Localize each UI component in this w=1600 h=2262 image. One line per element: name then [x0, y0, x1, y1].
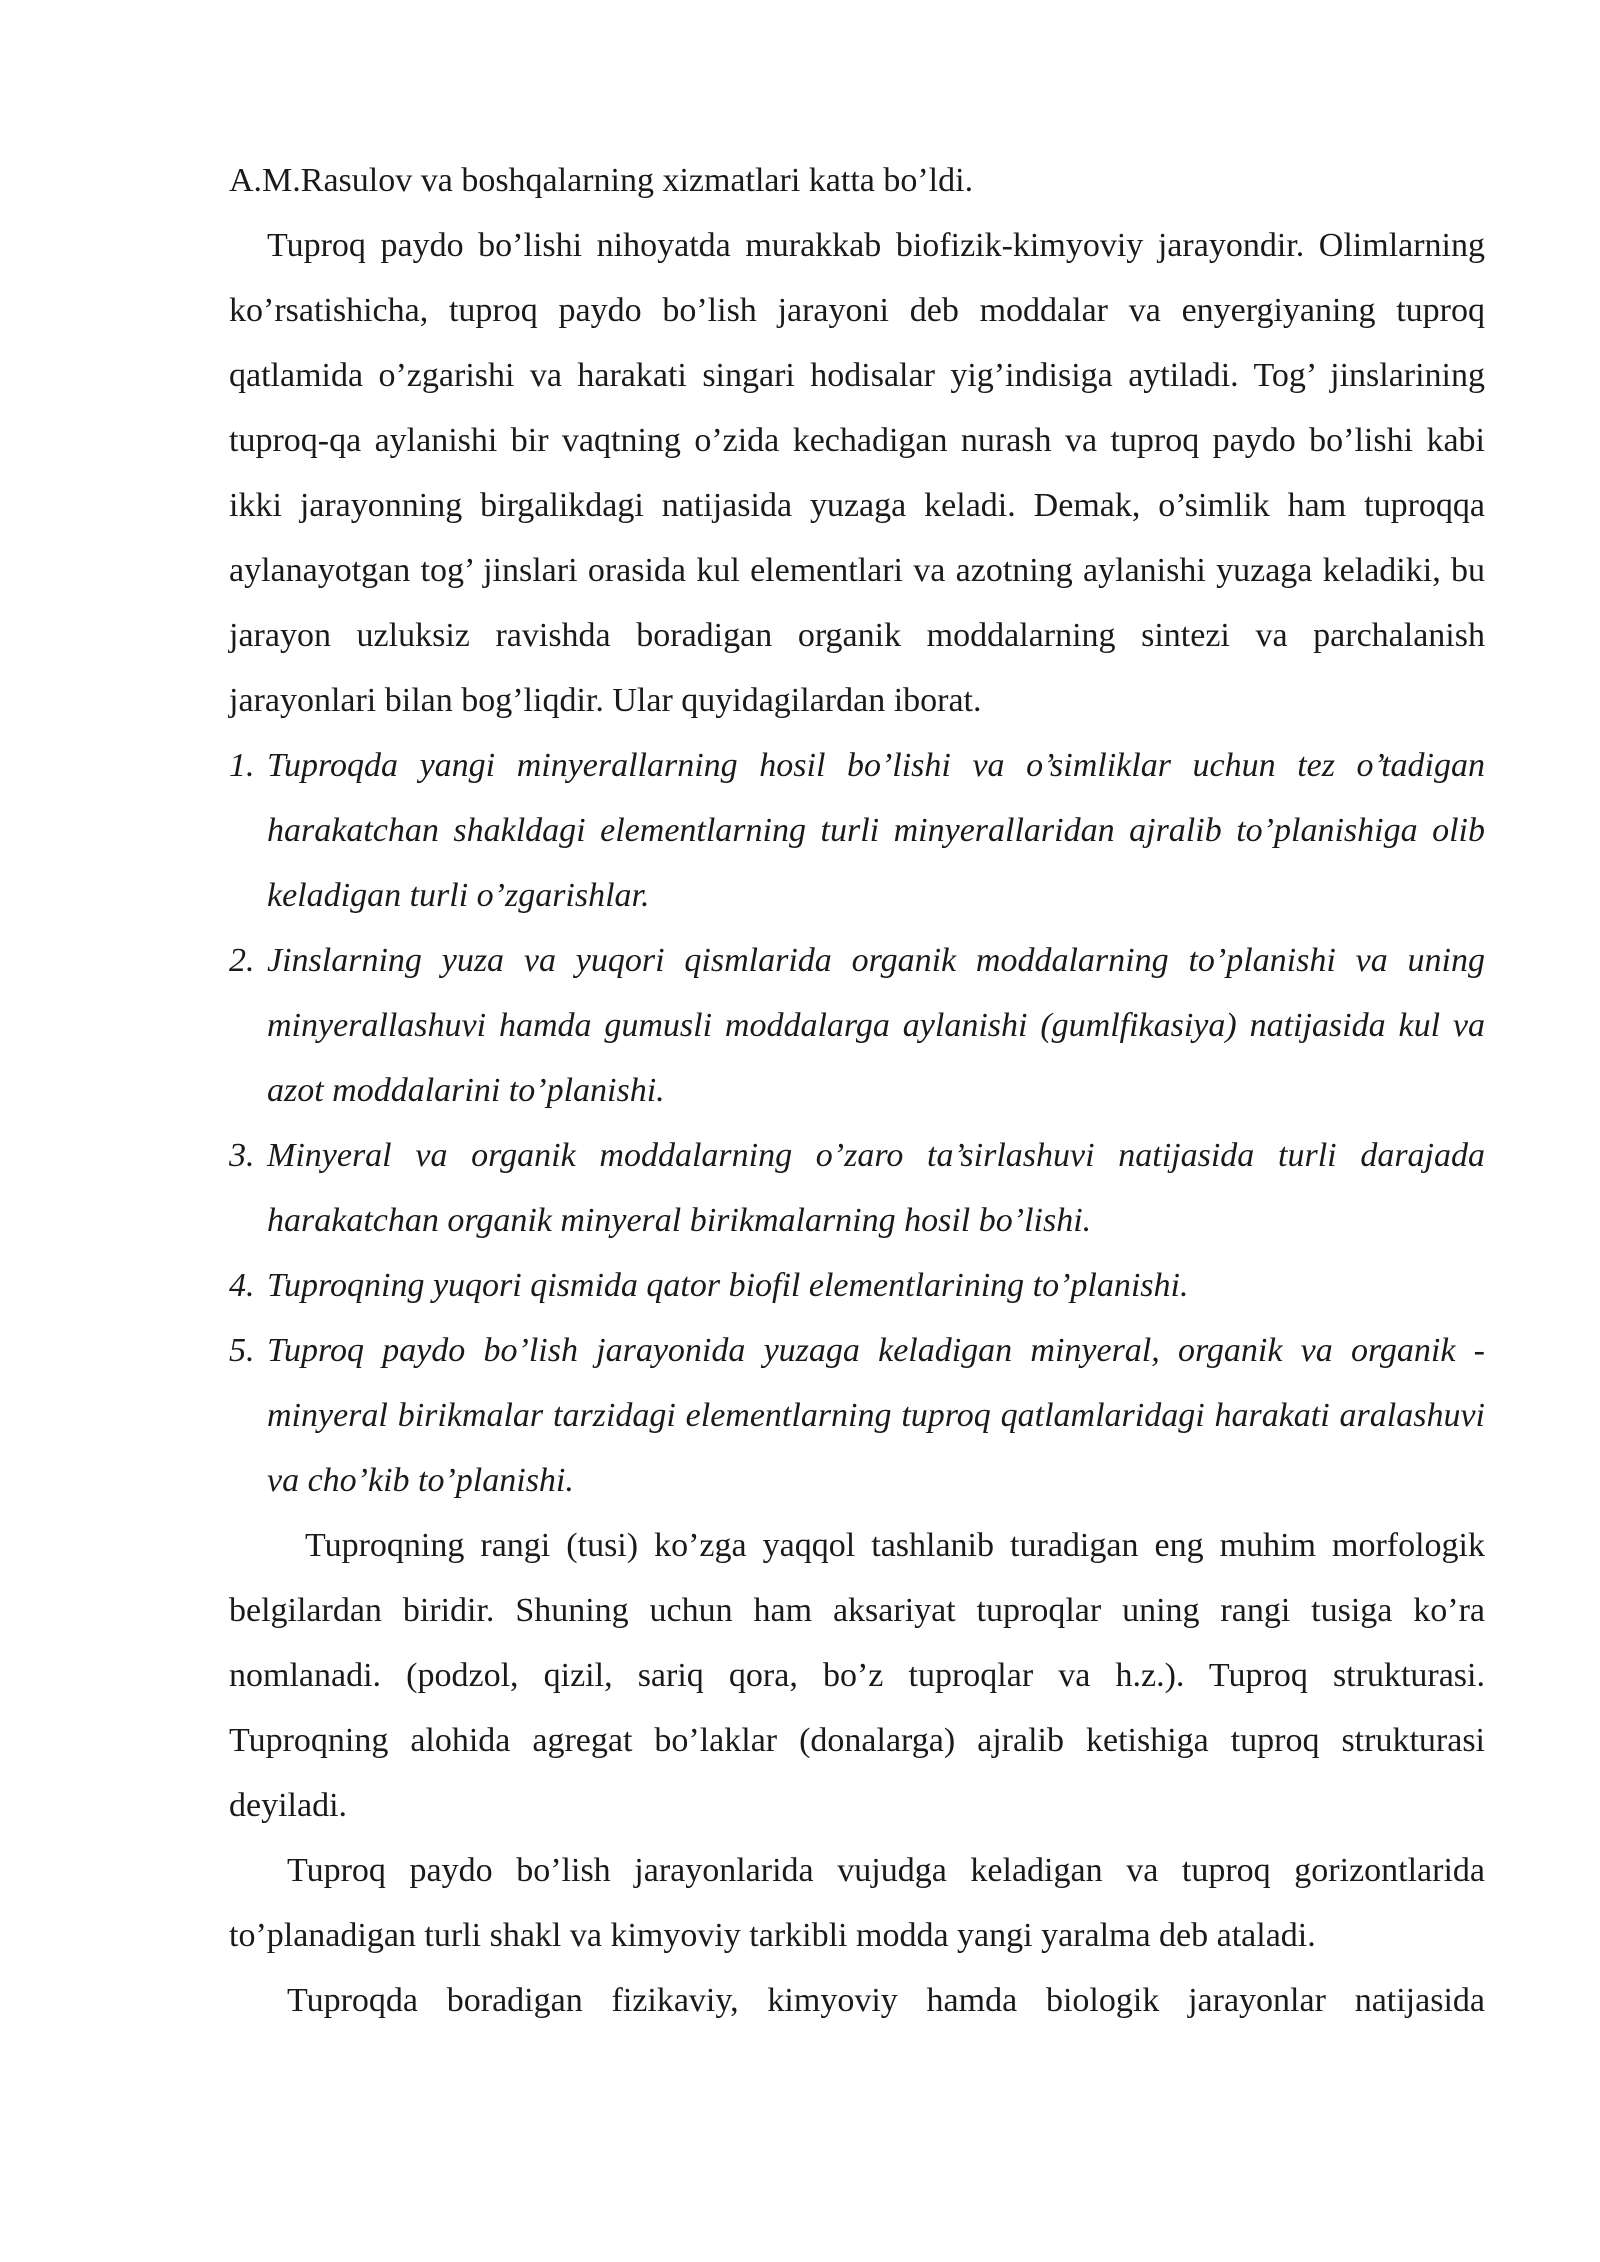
list-item-number: 4.: [229, 1267, 255, 1304]
opening-line: A.M.Rasulov va boshqalarning xizmatlari katta bo’ldi.: [229, 162, 974, 199]
list-item-number: 2.: [229, 942, 255, 979]
list-item-text: Tuproq paydo bo’lish jarayonida yuzaga keladigan minyeral, organik va organik - minyeral birikmalar tarzidagi elementlarning tuproq qatlamlaridagi harakati aralashuvi va cho’kib to’planishi.: [267, 1332, 1485, 1499]
list-item-text: Tuproqning yuqori qismida qator biofil elementlarining to’planishi.: [267, 1267, 1189, 1304]
list-item-text: Tuproqda yangi minyerallarning hosil bo’lishi va o’simliklar uchun tez o’tadigan harakatchan shakldagi elementlarning turli minyerallaridan ajralib to’planishiga olib keladigan turli o’zgarishlar.: [267, 747, 1485, 914]
list-item-text: Minyeral va organik moddalarning o’zaro ta’sirlashuvi natijasida turli darajada harakatchan organik minyeral birikmalarning hosil bo’lishi.: [267, 1137, 1485, 1239]
document-page: [229, 148, 1485, 2033]
paragraph-processes: Tuproqda boradigan fizikaviy, kimyoviy hamda biologik jarayonlar natijasida: [287, 1982, 1485, 2019]
list-item-text: Jinslarning yuza va yuqori qismlarida organik moddalarning to’planishi va uning minyerallashuvi hamda gumusli moddalarga aylanishi (gumlfikasiya) natijasida kul va azot moddalarini to’planishi.: [267, 942, 1485, 1109]
list-item-number: 5.: [229, 1332, 255, 1369]
paragraph-soil-color: Tuproqning rangi (tusi) ko’zga yaqqol tashlanib turadigan eng muhim morfologik belgilardan biridir. Shuning uchun ham aksariyat tuproqlar uning rangi tusiga ko’ra nomlanadi. (podzol, qizil, sariq qora, bo’z tuproqlar va h.z.). Tuproq strukturasi. Tuproqning alohida agregat bo’laklar (donalarga) ajralib ketishiga tuproq strukturasi deyiladi.: [229, 1527, 1485, 1824]
paragraph-soil-formation: Tuproq paydo bo’lishi nihoyatda murakkab biofizik-kimyoviy jarayondir. Olimlarning ko’rsatishicha, tuproq paydo bo’lish jarayoni deb moddalar va enyergiyaning tuproq qatlamida o’zgarishi va harakati singari hodisalar yig’indisiga aytiladi. Tog’ jinslarining tuproq-qa aylanishi bir vaqtning o’zida kechadigan nurash va tuproq paydo bo’lishi kabi ikki jarayonning birgalikdagi natijasida yuzaga keladi. Demak, o’simlik ham tuproqqa aylanayotgan tog’ jinslari orasida kul elementlari va azotning aylanishi yuzaga keladiki, bu jarayon uzluksiz ravishda boradigan organik moddalarning sintezi va parchalanish jarayonlari bilan bog’liqdir. Ular quyidagilardan iborat.: [229, 227, 1485, 719]
list-item: [229, 1253, 1485, 1318]
paragraph-new-formations: Tuproq paydo bo’lish jarayonlarida vujudga keladigan va tuproq gorizontlarida to’planadigan turli shakl va kimyoviy tarkibli modda yangi yaralma deb ataladi.: [229, 1852, 1485, 1954]
list-item: [229, 733, 1485, 928]
numbered-list: [229, 733, 1485, 1513]
list-item-number: 1.: [229, 747, 255, 784]
list-item: [229, 1123, 1485, 1253]
list-item: [229, 928, 1485, 1123]
list-item-number: 3.: [229, 1137, 255, 1174]
list-item: [229, 1318, 1485, 1513]
